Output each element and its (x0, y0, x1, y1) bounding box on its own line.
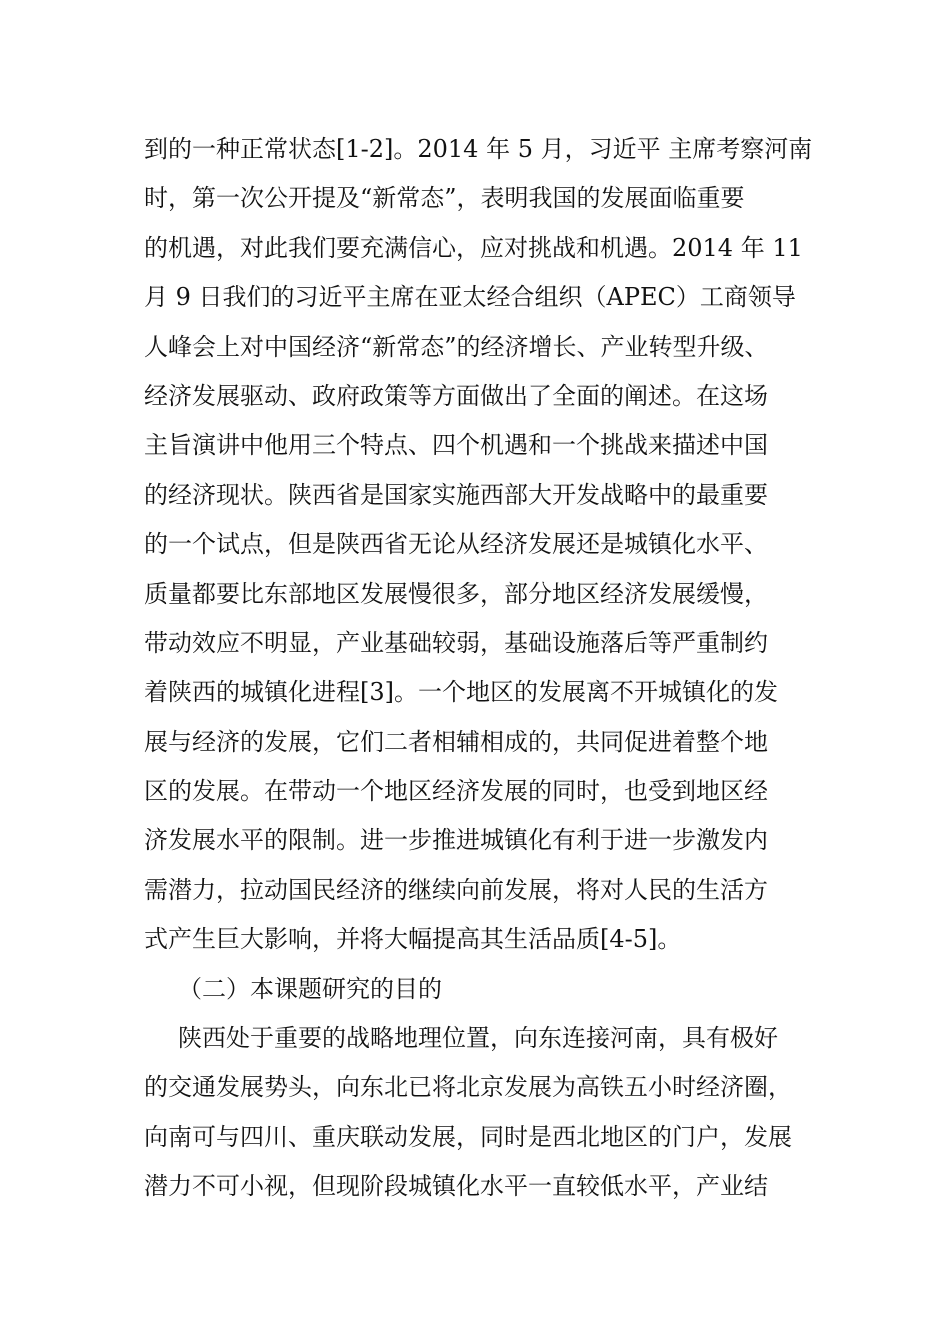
text-line: 区的发展。在带动一个地区经济发展的同时，也受到地区经 (144, 777, 768, 806)
text-line: 的机遇，对此我们要充满信心，应对挑战和机遇。2014 年 11 (144, 233, 803, 262)
text-line: 质量都要比东部地区发展慢很多，部分地区经济发展缓慢， (144, 579, 768, 608)
text-line: 带动效应不明显，产业基础较弱，基础设施落后等严重制约 (144, 628, 768, 657)
paragraph-background (144, 125, 834, 965)
text-line: 的交通发展势头，向东北已将北京发展为高铁五小时经济圈， (144, 1073, 792, 1102)
text-line: 济发展水平的限制。进一步推进城镇化有利于进一步激发内 (144, 826, 768, 855)
text-line: 需潜力，拉动国民经济的继续向前发展，将对人民的生活方 (144, 875, 768, 904)
section-heading: （二）本课题研究的目的 (178, 974, 442, 1003)
text-line: 的经济现状。陕西省是国家实施西部大开发战略中的最重要 (144, 480, 768, 509)
text-line: 展与经济的发展，它们二者相辅相成的，共同促进着整个地 (144, 727, 768, 756)
text-line: 经济发展驱动、政府政策等方面做出了全面的阐述。在这场 (144, 381, 768, 410)
paragraph-research-purpose (144, 1014, 834, 1212)
text-line: 主旨演讲中他用三个特点、四个机遇和一个挑战来描述中国 (144, 431, 768, 460)
text-line: 着陕西的城镇化进程[3]。一个地区的发展离不开城镇化的发 (144, 678, 778, 707)
text-line: 陕西处于重要的战略地理位置，向东连接河南，具有极好 (178, 1024, 778, 1053)
text-line: 潜力不可小视，但现阶段城镇化水平一直较低水平，产业结 (144, 1172, 768, 1201)
text-line: 的一个试点，但是陕西省无论从经济发展还是城镇化水平、 (144, 530, 768, 559)
text-line: 到的一种正常状态[1-2]。2014 年 5 月，习近平 主席考察河南 (144, 135, 813, 163)
text-line: 向南可与四川、重庆联动发展，同时是西北地区的门户，发展 (144, 1122, 792, 1151)
body-text (144, 125, 834, 1212)
text-line: 人峰会上对中国经济“新常态”的经济增长、产业转型升级、 (144, 332, 769, 361)
text-line: 时，第一次公开提及“新常态”，表明我国的发展面临重要 (144, 184, 745, 213)
text-line: 月 9 日我们的习近平主席在亚太经合组织（APEC）工商领导 (144, 283, 796, 312)
text-line: 式产生巨大影响，并将大幅提高其生活品质[4-5]。 (144, 925, 682, 954)
